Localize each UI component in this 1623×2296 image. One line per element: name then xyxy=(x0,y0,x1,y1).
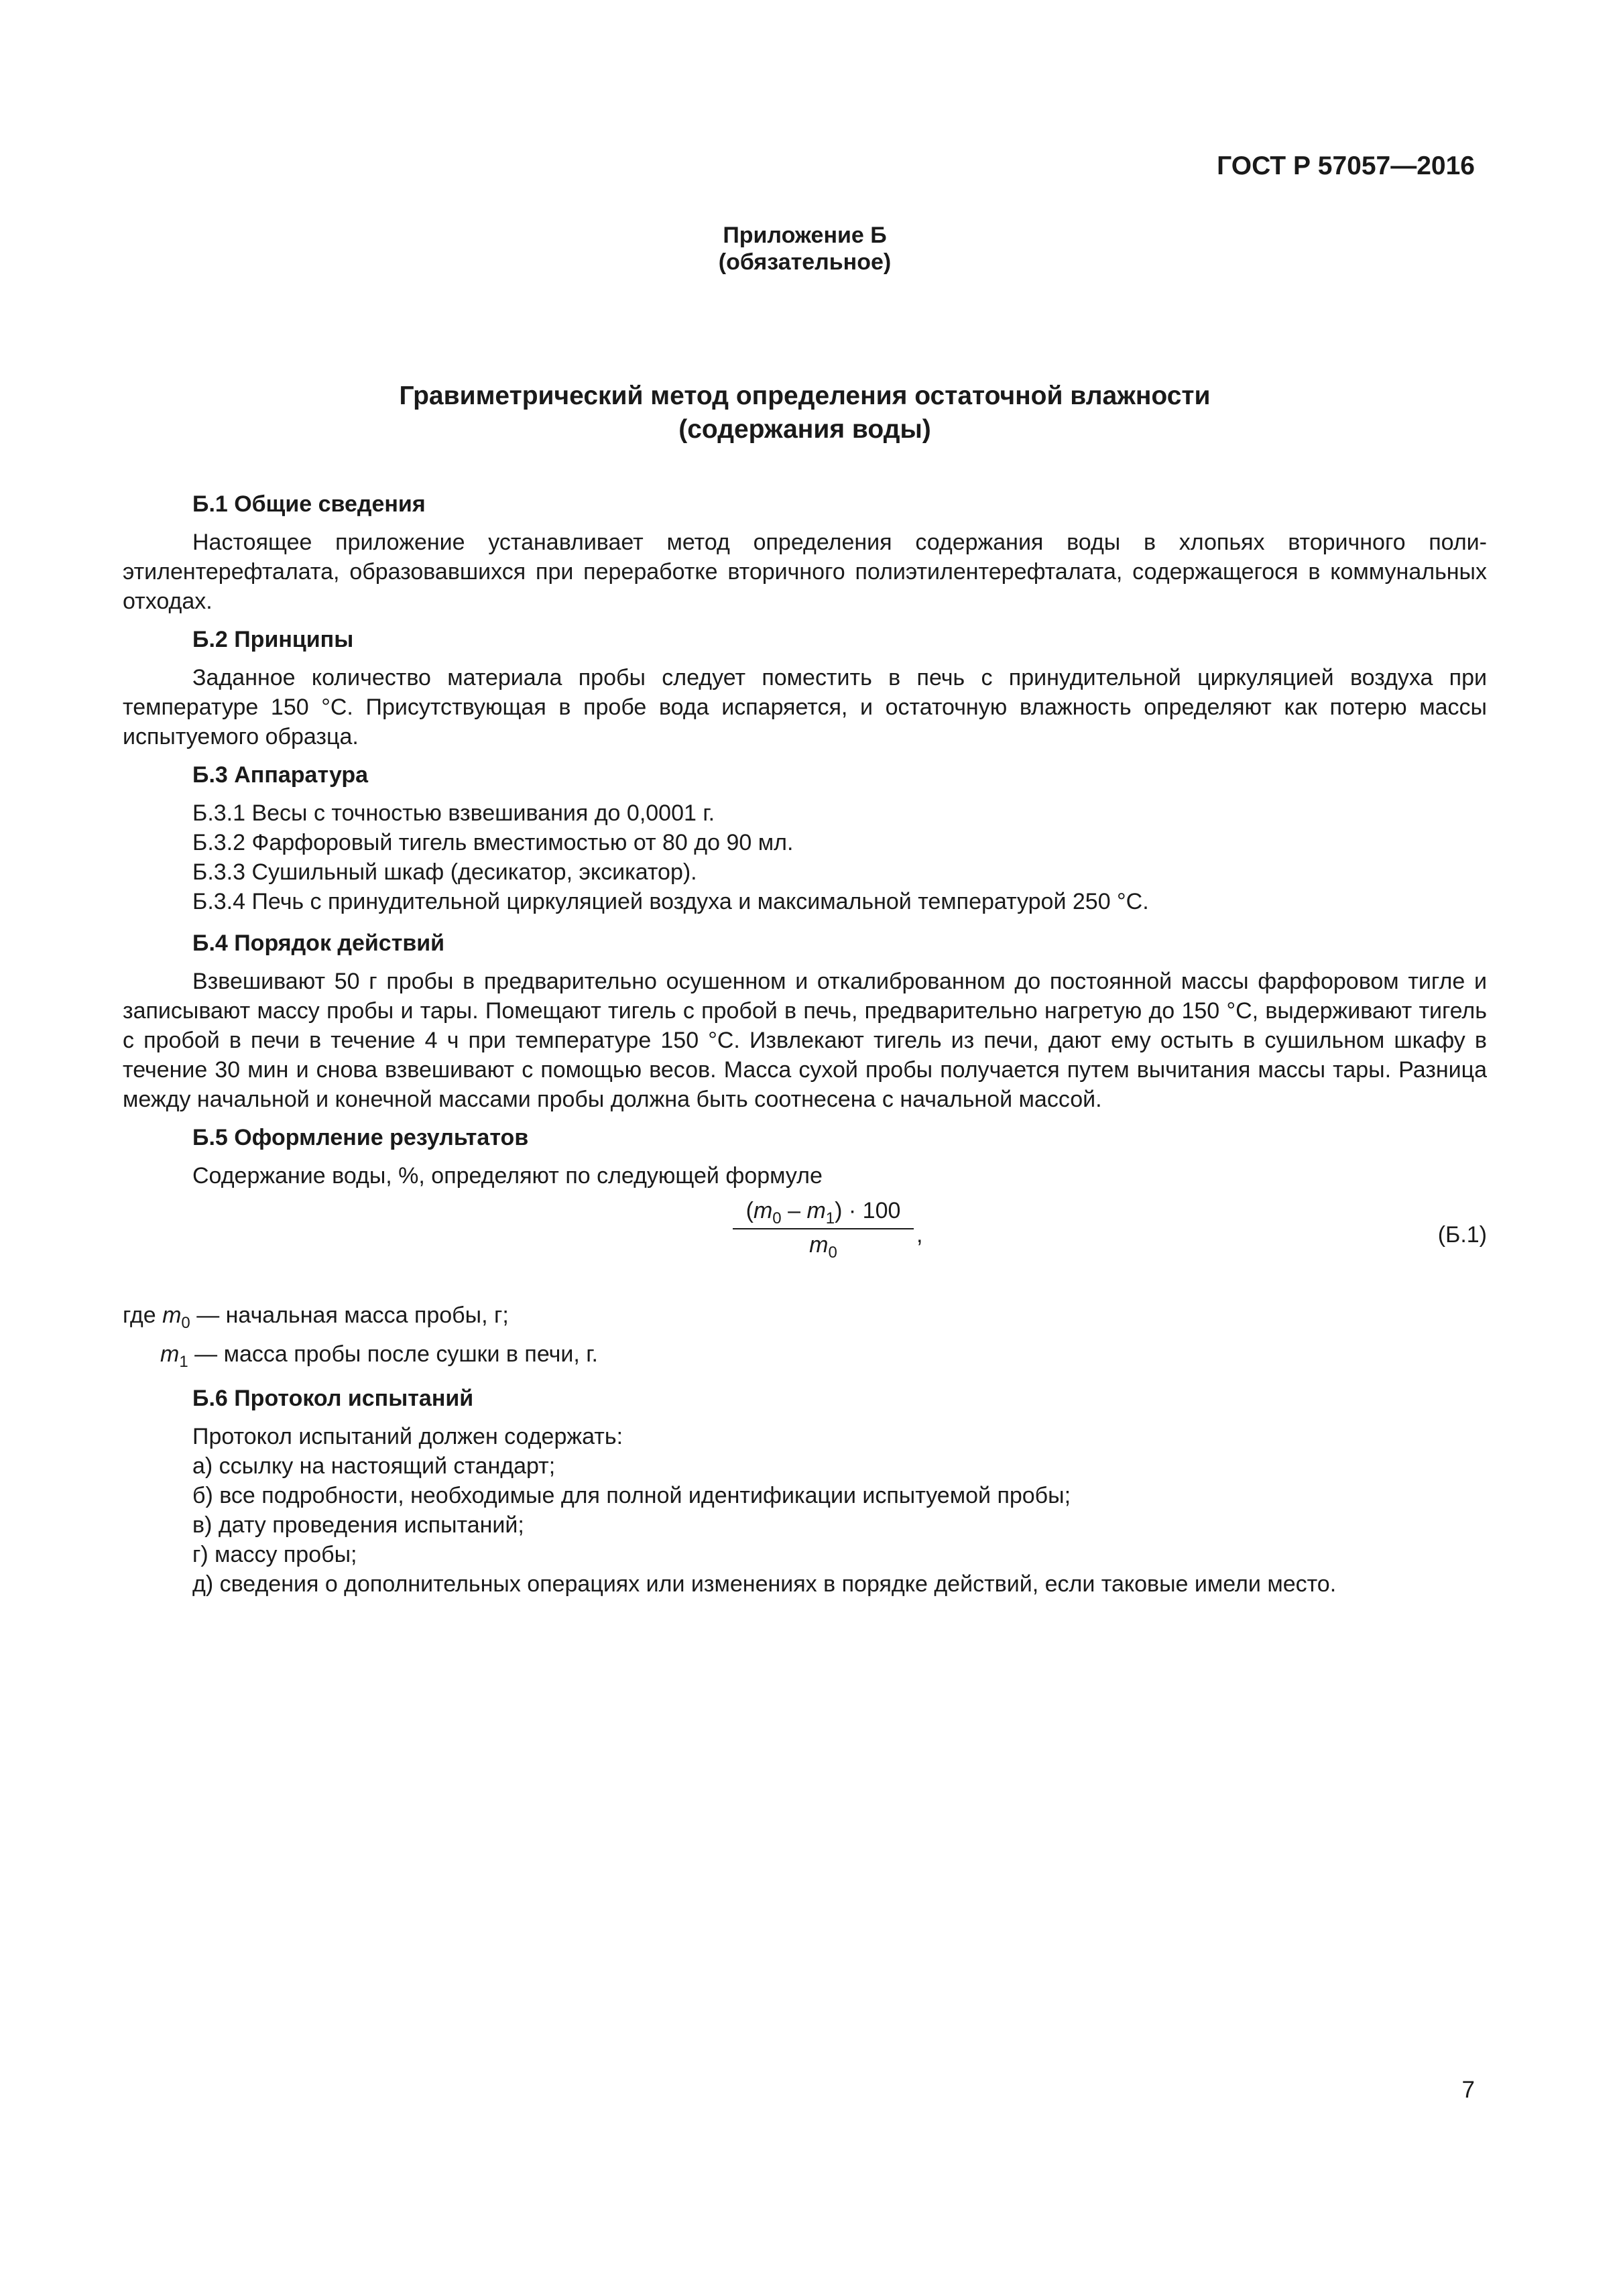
list-item: Б.3.1 Весы с точностью взвешивания до 0,0001 г. xyxy=(192,800,715,826)
document-title-line1: Гравиметрический метод определения остаточной влажности xyxy=(399,381,1211,410)
document-title-line2: (содержания воды) xyxy=(678,415,931,444)
formula-fraction xyxy=(733,1196,914,1260)
list-item: б) все подробности, необходимые для полной идентификации испытуемой пробы; xyxy=(192,1483,1071,1508)
formula-denominator: $m_0$ xyxy=(809,1232,837,1262)
section-heading-b1: Б.1 Общие сведения xyxy=(192,491,426,517)
annex-title: Приложение Б xyxy=(723,223,887,248)
section-heading-b6: Б.6 Протокол испытаний xyxy=(192,1386,474,1411)
standard-code: ГОСТ Р 57057—2016 xyxy=(1217,152,1475,180)
annex-heading xyxy=(123,222,1487,276)
document-body xyxy=(123,489,1487,1611)
variable-definition-m1: $m_1$ — масса пробы после сушки в печи, г. xyxy=(160,1341,598,1371)
list-item: г) массу пробы; xyxy=(192,1542,357,1567)
formula-intro: Содержание воды, %, определяют по следующей формуле xyxy=(192,1163,823,1189)
apparatus-list xyxy=(123,798,1487,916)
section-heading-b3: Б.3 Аппаратура xyxy=(192,762,369,788)
section-heading-b4: Б.4 Порядок действий xyxy=(192,930,445,956)
formula-comma: , xyxy=(916,1222,923,1248)
list-item: д) сведения о дополнительных операциях или изменениях в порядке действий, если таковые имели место. xyxy=(192,1571,1337,1597)
annex-status: (обязательное) xyxy=(718,249,892,275)
list-item: в) дату проведения испытаний; xyxy=(192,1512,524,1538)
protocol-intro: Протокол испытаний должен содержать: xyxy=(192,1424,623,1449)
document-title xyxy=(123,379,1487,446)
section-text-b2: Заданное количество материала пробы следует поместить в печь с принудительной циркуляцией воздуха при температуре 150 °С. Присутствующая в пробе вода испаряется, и остаточную влажность определяют как потерю массы испытуемого образца. xyxy=(123,665,1487,749)
section-text-b1: Настоящее приложение устанавливает метод определения содержания воды в хлопьях вторичного поли-этилентерефталата, образовавшихся при переработке вторичного полиэтилентерефталата, содержащегося в коммунальных отходах. xyxy=(123,530,1487,614)
list-item: Б.3.2 Фарфоровый тигель вместимостью от 80 до 90 мл. xyxy=(192,830,794,855)
list-item: Б.3.4 Печь с принудительной циркуляцией воздуха и максимальной температурой 250 °С. xyxy=(192,889,1149,914)
list-item: Б.3.3 Сушильный шкаф (десикатор, эксикатор). xyxy=(192,859,697,885)
variable-definition-m0: где $m_0$ — начальная масса пробы, г; xyxy=(123,1303,509,1332)
section-text-b4: Взвешивают 50 г пробы в предварительно осушенном и откалиброванном до постоянной массы фарфоровом тигле и записывают массу пробы и тары. Помещают тигель с пробой в печь, предварительно нагретую до 150 °С, выдерживают тигель с пробой в печи в течение 4 ч при температуре 150 °С. Извлекают тигель из печи, дают ему остыть в сушильном шкафу в течение 30 мин и снова взвешивают с помощью весов. Масса сухой пробы получается путем вычитания массы тары. Разница между начальной и конечной массами пробы должна быть соотнесена с начальной массой. xyxy=(123,969,1487,1112)
formula-numerator: $(m_0 - m_1) \cdot 100$ xyxy=(733,1196,914,1229)
formula-number: (Б.1) xyxy=(1437,1222,1487,1248)
formula-b1 xyxy=(123,1193,1487,1292)
section-heading-b5: Б.5 Оформление результатов xyxy=(192,1125,529,1150)
page-number: 7 xyxy=(1461,2077,1475,2103)
protocol-list xyxy=(123,1422,1487,1599)
section-heading-b2: Б.2 Принципы xyxy=(192,627,354,652)
list-item: а) ссылку на настоящий стандарт; xyxy=(192,1453,556,1479)
